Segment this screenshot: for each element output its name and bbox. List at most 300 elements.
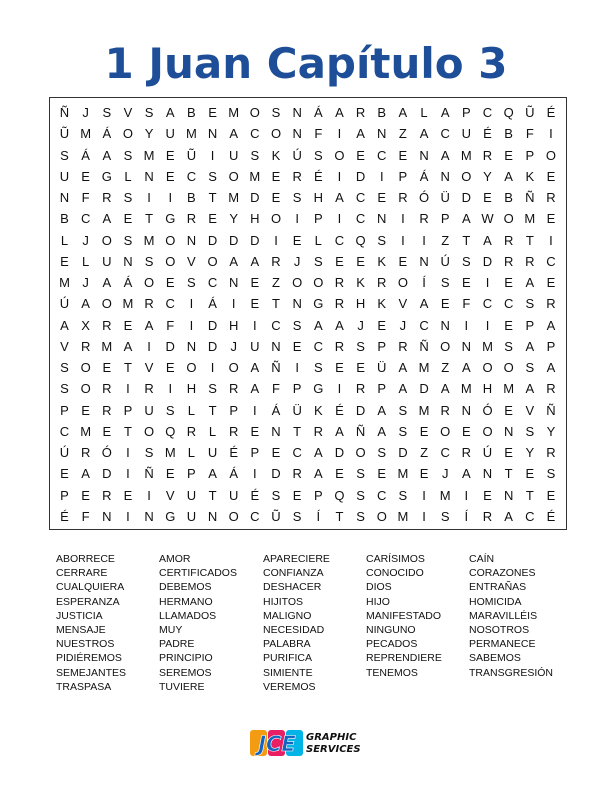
word-list-item: CONOCIDO — [366, 567, 424, 580]
grid-letter: D — [250, 232, 260, 248]
word-list-item: MENSAJE — [56, 624, 106, 637]
grid-letter: I — [401, 232, 405, 248]
grid-letter: H — [228, 317, 239, 333]
grid-letter: T — [504, 466, 513, 482]
grid-letter: A — [313, 466, 323, 482]
grid-letter: E — [398, 147, 408, 163]
grid-letter: E — [546, 487, 556, 503]
grid-letter: F — [525, 126, 534, 142]
grid-letter: W — [481, 211, 494, 227]
grid-letter: N — [292, 126, 302, 142]
grid-letter: L — [187, 445, 195, 460]
grid-letter: Ó — [482, 402, 493, 418]
grid-letter: V — [525, 402, 535, 418]
grid-letter: C — [440, 126, 450, 142]
grid-letter: E — [123, 487, 133, 503]
grid-letter: Y — [525, 445, 535, 460]
grid-letter: A — [102, 211, 112, 227]
word-list-item: CORAZONES — [469, 567, 536, 580]
grid-letter: A — [335, 105, 344, 120]
grid-letter: M — [524, 211, 536, 227]
grid-letter: L — [187, 402, 195, 418]
grid-letter: E — [81, 168, 90, 184]
grid-letter: P — [377, 381, 387, 397]
grid-letter: G — [165, 211, 176, 227]
grid-letter: R — [334, 296, 345, 312]
grid-letter: C — [80, 211, 91, 227]
grid-letter: J — [230, 338, 237, 354]
grid-letter: J — [82, 275, 89, 290]
grid-letter: E — [292, 232, 302, 248]
logo-line2: SERVICES — [306, 744, 361, 755]
grid-letter: D — [355, 402, 366, 418]
grid-letter: U — [228, 147, 239, 163]
grid-letter: M — [397, 466, 409, 482]
grid-letter: C — [419, 317, 429, 333]
grid-letter: Z — [272, 275, 280, 290]
grid-letter: F — [462, 296, 471, 312]
grid-letter: E — [165, 147, 175, 163]
grid-letter: I — [168, 381, 173, 397]
grid-letter: D — [419, 381, 429, 397]
grid-letter: F — [314, 126, 323, 142]
grid-letter: E — [419, 423, 429, 439]
grid-letter: X — [81, 317, 90, 333]
grid-letter: N — [461, 402, 472, 418]
grid-letter: A — [419, 296, 429, 312]
grid-letter: M — [418, 360, 430, 375]
grid-letter: Y — [546, 423, 556, 439]
grid-letter: T — [123, 360, 132, 375]
grid-letter: H — [313, 190, 323, 205]
grid-letter: D — [271, 466, 281, 482]
grid-letter: Á — [123, 275, 133, 290]
grid-letter: P — [229, 402, 239, 418]
grid-letter: E — [356, 253, 365, 269]
grid-letter: R — [334, 338, 345, 354]
grid-letter: N — [271, 423, 281, 439]
word-list-item: ESPERANZA — [56, 595, 120, 608]
grid-letter: R — [546, 296, 556, 312]
word-list-item: CAÍN — [469, 553, 495, 565]
grid-letter: S — [292, 508, 302, 524]
jce-graphic-services-logo — [250, 726, 362, 760]
grid-letter: S — [271, 105, 281, 120]
word-list-item: HIJO — [366, 595, 390, 608]
grid-letter: C — [355, 211, 366, 227]
grid-letter: G — [313, 381, 324, 397]
grid-letter: Ú — [292, 147, 302, 163]
grid-letter: S — [271, 487, 281, 503]
grid-letter: E — [60, 466, 69, 482]
grid-letter: D — [165, 338, 175, 354]
grid-letter: D — [250, 190, 260, 205]
grid-letter: R — [144, 296, 154, 312]
word-list-item: SEREMOS — [159, 666, 212, 679]
grid-letter: Á — [102, 126, 112, 142]
grid-letter: M — [482, 338, 493, 354]
grid-letter: O — [122, 126, 133, 142]
grid-letter: A — [229, 253, 239, 269]
grid-letter: E — [165, 168, 175, 184]
grid-letter: P — [187, 466, 196, 482]
grid-letter: M — [80, 423, 92, 439]
grid-letter: A — [60, 317, 69, 333]
grid-letter: A — [313, 317, 323, 333]
grid-letter: I — [422, 232, 426, 248]
grid-letter: Q — [355, 232, 366, 248]
grid-letter: I — [337, 211, 342, 227]
grid-letter: Á — [271, 402, 281, 418]
grid-letter: H — [250, 211, 260, 227]
grid-letter: B — [187, 105, 196, 120]
grid-letter: J — [82, 105, 89, 120]
grid-letter: S — [187, 275, 196, 290]
grid-letter: O — [503, 211, 514, 227]
grid-letter: É — [483, 126, 492, 142]
grid-letter: S — [60, 147, 69, 163]
grid-letter: P — [440, 211, 450, 227]
grid-letter: A — [102, 275, 112, 290]
grid-letter: S — [525, 360, 535, 375]
grid-letter: L — [314, 232, 322, 248]
grid-letter: P — [398, 168, 408, 184]
grid-letter: O — [461, 168, 472, 184]
grid-letter: N — [440, 168, 450, 184]
grid-letter: S — [123, 232, 133, 248]
word-list-item: CERTIFICADOS — [159, 567, 237, 580]
word-list-column — [159, 552, 237, 694]
grid-letter: I — [549, 232, 553, 248]
grid-letter: J — [399, 317, 407, 333]
grid-letter: I — [189, 296, 194, 312]
word-list-column — [366, 552, 442, 680]
word-list-item: CUALQUIERA — [56, 581, 125, 594]
grid-letter: Z — [441, 360, 450, 375]
grid-letter: A — [525, 338, 535, 354]
grid-letter: L — [82, 253, 90, 269]
grid-letter: N — [377, 211, 387, 227]
grid-letter: S — [356, 487, 365, 503]
grid-letter: P — [313, 211, 323, 227]
grid-letter: M — [460, 381, 472, 397]
word-list-item: DESHACER — [263, 581, 322, 594]
grid-letter: P — [292, 381, 302, 397]
word-list-item: LLAMADOS — [159, 609, 217, 622]
grid-letter: G — [313, 296, 324, 312]
grid-letter: R — [228, 381, 239, 397]
grid-letter: M — [164, 445, 176, 460]
word-list-item: PIDIÉREMOS — [56, 652, 122, 665]
grid-letter: R — [355, 105, 366, 120]
grid-letter: P — [313, 487, 323, 503]
grid-letter: A — [81, 466, 90, 482]
grid-letter: P — [525, 317, 535, 333]
word-list-column — [56, 552, 126, 694]
word-list-item: HOMICIDA — [469, 595, 522, 608]
grid-letter: E — [546, 275, 556, 290]
grid-letter: S — [377, 232, 387, 248]
grid-letter: I — [295, 360, 299, 375]
grid-letter: N — [186, 232, 197, 248]
grid-letter: U — [186, 487, 197, 503]
grid-letter: Á — [81, 147, 90, 163]
grid-letter: Ú — [440, 253, 450, 269]
word-list-item: MALIGNO — [263, 609, 312, 622]
grid-letter: N — [292, 296, 302, 312]
word-list-item: NOSOTROS — [469, 624, 530, 637]
grid-letter: S — [102, 105, 112, 120]
grid-letter: L — [124, 168, 132, 184]
grid-letter: E — [81, 487, 90, 503]
grid-letter: E — [377, 317, 387, 333]
grid-letter: Ñ — [546, 402, 556, 418]
grid-letter: Ó — [101, 445, 112, 460]
grid-letter: A — [377, 402, 387, 418]
grid-letter: D — [334, 445, 345, 460]
grid-letter: E — [504, 402, 513, 418]
grid-letter: F — [81, 508, 90, 524]
grid-letter: C — [503, 296, 514, 312]
grid-letter: S — [144, 253, 154, 269]
grid-letter: I — [337, 381, 342, 397]
grid-letter: S — [462, 253, 471, 269]
grid-letter: I — [147, 487, 151, 503]
grid-letter: A — [440, 105, 450, 120]
word-list-item: PURIFICA — [263, 652, 313, 665]
word-list-item: DIOS — [366, 581, 392, 594]
grid-letter: Q — [503, 105, 514, 120]
grid-letter: C — [207, 275, 218, 290]
grid-letter: A — [419, 126, 429, 142]
grid-letter: O — [228, 360, 239, 375]
word-list-item: VEREMOS — [263, 680, 316, 693]
grid-letter: R — [440, 402, 450, 418]
grid-letter: A — [335, 423, 344, 439]
grid-letter: R — [186, 211, 197, 227]
grid-letter: H — [482, 381, 493, 397]
grid-letter: O — [270, 126, 282, 142]
grid-letter: C — [165, 296, 175, 312]
grid-letter: E — [546, 211, 556, 227]
grid-letter: R — [546, 445, 556, 460]
grid-letter: D — [398, 445, 408, 460]
grid-letter: K — [271, 147, 281, 163]
grid-letter: R — [102, 381, 112, 397]
grid-letter: R — [377, 275, 387, 290]
grid-letter: Á — [208, 296, 217, 312]
grid-letter: A — [398, 105, 408, 120]
grid-letter: A — [250, 360, 260, 375]
grid-letter: Ó — [418, 190, 430, 205]
word-list-item: MARAVILLÉIS — [469, 609, 538, 622]
grid-letter: Í — [316, 508, 321, 524]
grid-letter: R — [503, 253, 514, 269]
grid-letter: Y — [483, 168, 492, 184]
grid-letter: K — [313, 402, 323, 418]
grid-letter: E — [123, 211, 133, 227]
grid-letter: M — [59, 275, 70, 290]
grid-letter: Ũ — [59, 126, 70, 142]
grid-letter: C — [250, 126, 260, 142]
grid-letter: M — [397, 508, 409, 524]
word-list-item: NECESIDAD — [263, 624, 325, 637]
grid-letter: K — [377, 296, 387, 312]
grid-letter: I — [549, 126, 553, 142]
grid-letter: I — [210, 360, 215, 375]
grid-letter: N — [419, 147, 429, 163]
grid-letter: E — [335, 360, 344, 375]
grid-letter: P — [60, 402, 69, 418]
grid-letter: N — [419, 253, 429, 269]
grid-letter: E — [504, 445, 513, 460]
grid-letter: A — [208, 466, 217, 482]
grid-letter: M — [101, 338, 113, 354]
grid-letter: S — [60, 381, 69, 397]
grid-letter: É — [60, 508, 69, 524]
grid-letter: R — [482, 508, 493, 524]
jce-logo-mark-icon — [250, 726, 306, 760]
grid-letter: Ũ — [271, 508, 281, 524]
grid-letter: T — [525, 487, 534, 503]
grid-letter: S — [208, 381, 217, 397]
grid-letter: N — [144, 508, 154, 524]
grid-letter: E — [102, 360, 112, 375]
grid-letter: S — [440, 508, 450, 524]
grid-letter: S — [525, 423, 535, 439]
word-list-item: DEBEMOS — [159, 581, 212, 594]
grid-letter: C — [525, 508, 535, 524]
grid-letter: R — [271, 253, 281, 269]
grid-letter: H — [355, 296, 366, 312]
grid-letter: E — [377, 466, 387, 482]
grid-letter: T — [123, 423, 132, 439]
grid-letter: I — [231, 296, 236, 312]
grid-letter: N — [440, 317, 450, 333]
grid-letter: I — [401, 211, 405, 227]
grid-letter: S — [144, 105, 154, 120]
grid-letter: U — [207, 445, 218, 460]
grid-letter: K — [356, 275, 365, 290]
grid-letter: N — [207, 126, 218, 142]
grid-letter: R — [546, 381, 556, 397]
word-list-item: TENEMOS — [366, 666, 418, 679]
grid-letter: S — [60, 360, 69, 375]
grid-letter: M — [122, 296, 134, 312]
word-list-item: PECADOS — [366, 638, 418, 651]
grid-letter: S — [525, 296, 535, 312]
grid-letter: É — [546, 508, 556, 524]
grid-letter: R — [482, 147, 493, 163]
grid-letter: O — [440, 338, 451, 354]
grid-letter: I — [126, 466, 130, 482]
grid-letter: T — [208, 402, 217, 418]
grid-letter: N — [144, 168, 154, 184]
grid-letter: D — [461, 190, 472, 205]
grid-letter: O — [313, 275, 324, 290]
grid-letter: R — [313, 423, 323, 439]
grid-letter: M — [249, 168, 261, 184]
grid-letter: O — [144, 423, 155, 439]
grid-letter: N — [292, 105, 302, 120]
word-list-item: SIMIENTE — [263, 666, 313, 679]
grid-letter: S — [313, 360, 323, 375]
grid-letter: U — [144, 402, 154, 418]
grid-letter: A — [546, 360, 556, 375]
grid-letter: R — [398, 190, 408, 205]
grid-letter: I — [337, 168, 342, 184]
grid-letter: I — [126, 445, 130, 460]
grid-letter: L — [208, 423, 217, 439]
grid-letter: E — [292, 338, 302, 354]
grid-letter: C — [271, 317, 281, 333]
grid-letter: A — [440, 147, 450, 163]
grid-letter: S — [313, 147, 323, 163]
grid-letter: S — [292, 190, 302, 205]
grid-letter: U — [250, 338, 260, 354]
grid-letter: C — [546, 253, 556, 269]
grid-letter: T — [335, 508, 344, 524]
grid-letter: R — [355, 381, 366, 397]
grid-letter: S — [398, 402, 408, 418]
grid-letter: J — [82, 232, 89, 248]
grid-letter: É — [335, 402, 344, 418]
grid-letter: T — [293, 423, 302, 439]
grid-letter: Ü — [440, 190, 450, 205]
grid-letter: C — [59, 423, 70, 439]
grid-letter: N — [377, 126, 387, 142]
grid-letter: Ñ — [419, 338, 429, 354]
grid-letter: T — [145, 211, 154, 227]
grid-letter: E — [440, 296, 450, 312]
grid-letter: C — [355, 190, 366, 205]
grid-letter: I — [464, 317, 469, 333]
word-list-item: CONFIANZA — [263, 567, 324, 580]
grid-letter: E — [462, 423, 471, 439]
grid-letter: Í — [422, 275, 426, 290]
grid-letter: A — [144, 317, 154, 333]
grid-letter: S — [377, 445, 387, 460]
grid-letter: C — [482, 296, 493, 312]
grid-letter: U — [461, 126, 472, 142]
grid-letter: N — [123, 253, 133, 269]
grid-letter: N — [59, 190, 70, 205]
grid-letter: B — [377, 105, 387, 120]
word-list-item: HIJITOS — [263, 595, 304, 608]
grid-letter: K — [525, 168, 535, 184]
grid-letter: A — [229, 126, 239, 142]
grid-letter: K — [377, 253, 387, 269]
grid-letter: R — [525, 253, 535, 269]
grid-letter: L — [60, 232, 69, 248]
grid-letter: D — [228, 232, 239, 248]
grid-letter: A — [102, 147, 112, 163]
grid-letter: P — [546, 338, 556, 354]
grid-letter: N — [271, 338, 281, 354]
grid-letter: Ü — [292, 402, 302, 418]
grid-letter: U — [165, 126, 175, 142]
grid-letter: M — [143, 147, 155, 163]
grid-letter: R — [398, 338, 408, 354]
word-list-item: TRASPASA — [56, 680, 112, 693]
grid-letter: P — [377, 338, 387, 354]
grid-letter: O — [292, 275, 303, 290]
grid-letter: P — [250, 445, 260, 460]
grid-letter: Z — [441, 232, 450, 248]
grid-letter: M — [80, 126, 92, 142]
grid-letter: M — [460, 147, 472, 163]
grid-letter: E — [102, 423, 112, 439]
